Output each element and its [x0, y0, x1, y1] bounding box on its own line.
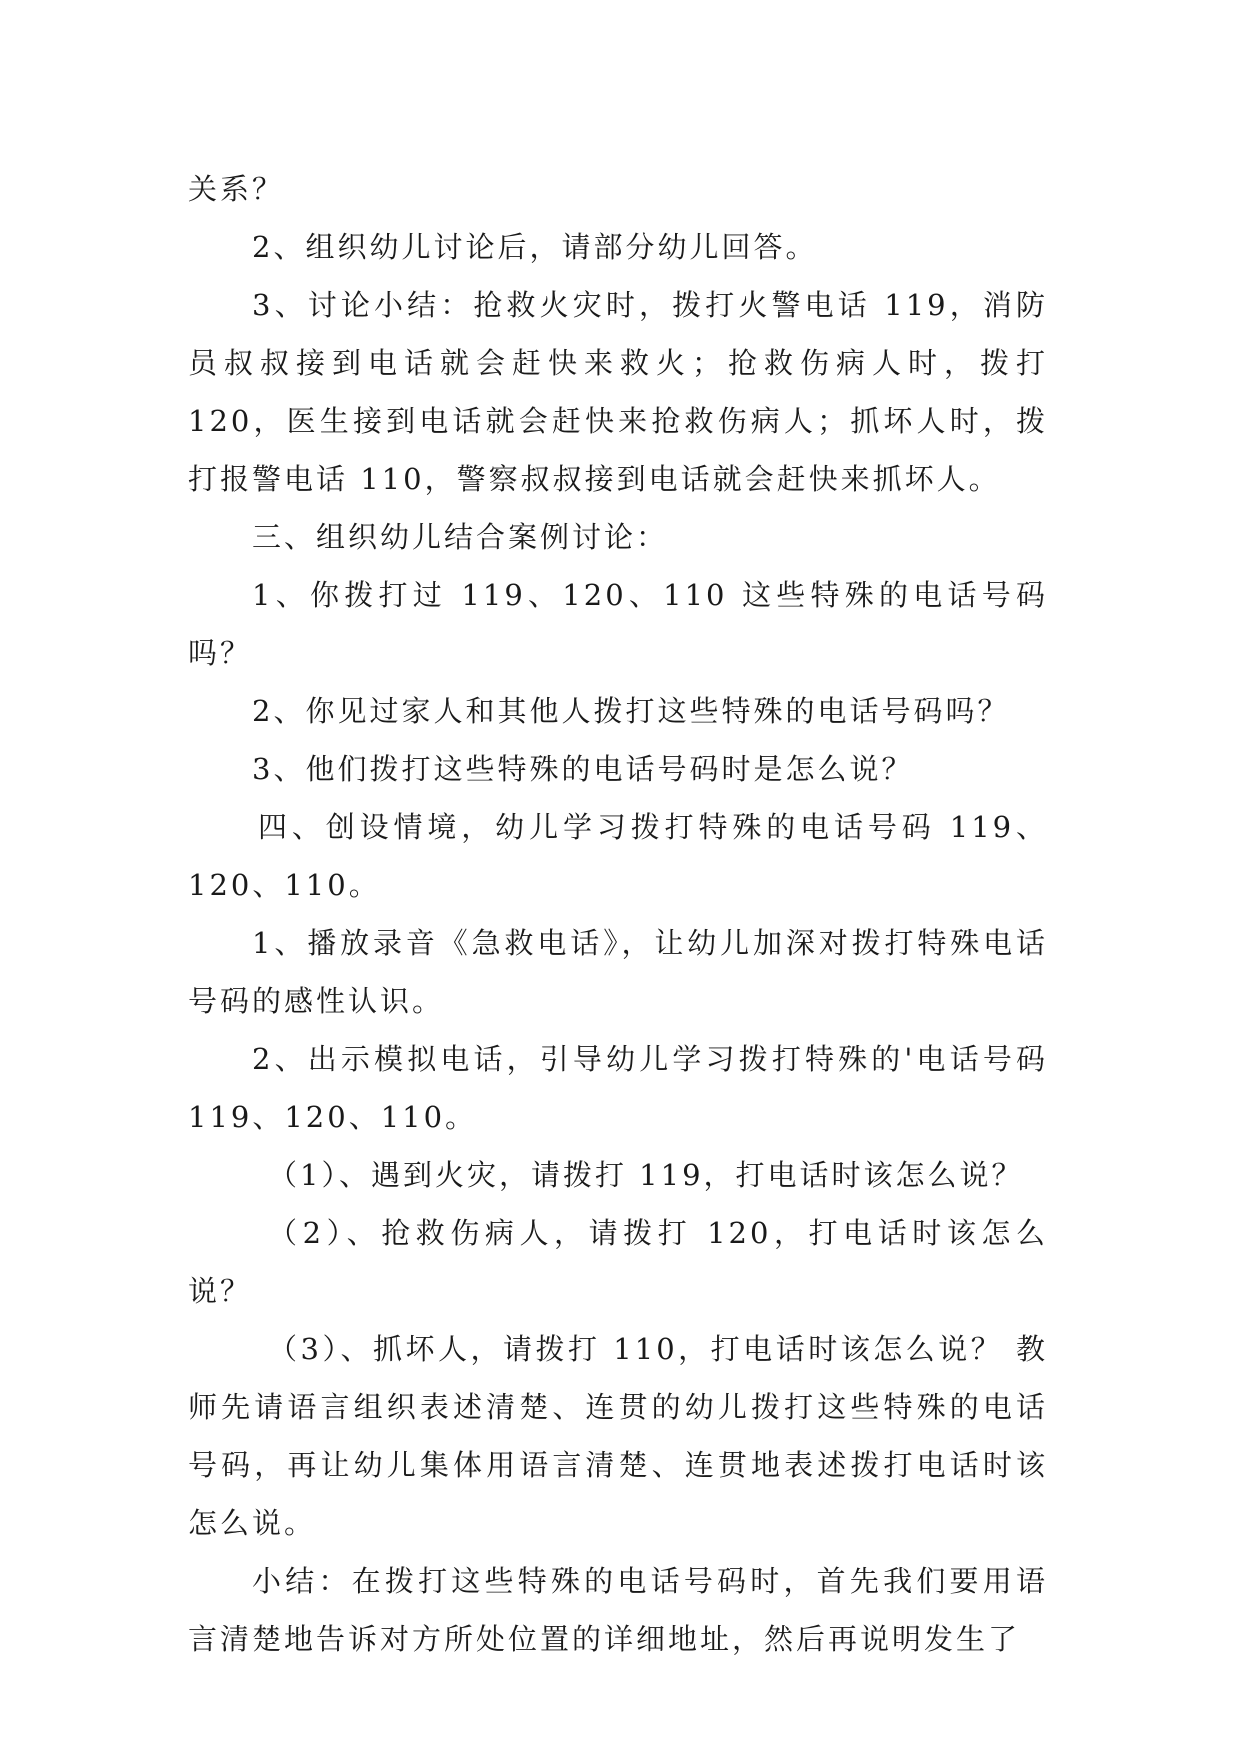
- sub-step-3: （3）、抓坏人，请拨打 110，打电话时该怎么说？ 教师先请语言组织表述清楚、连贯的幼儿拨打这些特殊的电话号码，再让幼儿集体用语言清楚、连贯地表述拨打电话时该怎么说。: [188, 1332, 1048, 1540]
- question-3: 3、他们拨打这些特殊的电话号码时是怎么说？: [252, 752, 914, 786]
- question-2: 2、你见过家人和其他人拨打这些特殊的电话号码吗？: [252, 694, 1010, 728]
- paragraph-item-2: 2、组织幼儿讨论后，请部分幼儿回答。: [252, 230, 818, 264]
- step-2: 2、出示模拟电话，引导幼儿学习拨打特殊的'电话号码 119、120、110。: [188, 1042, 1048, 1134]
- sub-step-1: （1）、遇到火灾，请拨打 119，打电话时该怎么说？: [268, 1158, 1024, 1192]
- document-body: [188, 160, 1048, 1668]
- paragraph-continuation: 关系？: [188, 172, 285, 206]
- section-heading-3: 三、组织幼儿结合案例讨论：: [252, 520, 669, 554]
- question-1: 1、你拨打过 119、120、110 这些特殊的电话号码吗？: [188, 578, 1048, 670]
- conclusion-paragraph: 小结：在拨打这些特殊的电话号码时，首先我们要用语言清楚地告诉对方所处位置的详细地址，然后再说明发生了: [188, 1564, 1048, 1656]
- section-heading-4: 四、创设情境，幼儿学习拨打特殊的电话号码 119、120、110。: [188, 810, 1048, 902]
- step-1: 1、播放录音《急救电话》，让幼儿加深对拨打特殊电话号码的感性认识。: [188, 926, 1048, 1018]
- sub-step-2: （2）、抢救伤病人，请拨打 120，打电话时该怎么说？: [188, 1216, 1048, 1308]
- paragraph-item-3-summary: 3、讨论小结：抢救火灾时，拨打火警电话 119，消防员叔叔接到电话就会赶快来救火；抢救伤病人时，拨打 120，医生接到电话就会赶快来抢救伤病人；抓坏人时，拨打报警电话 110，警察叔叔接到电话就会赶快来抓坏人。: [188, 288, 1048, 496]
